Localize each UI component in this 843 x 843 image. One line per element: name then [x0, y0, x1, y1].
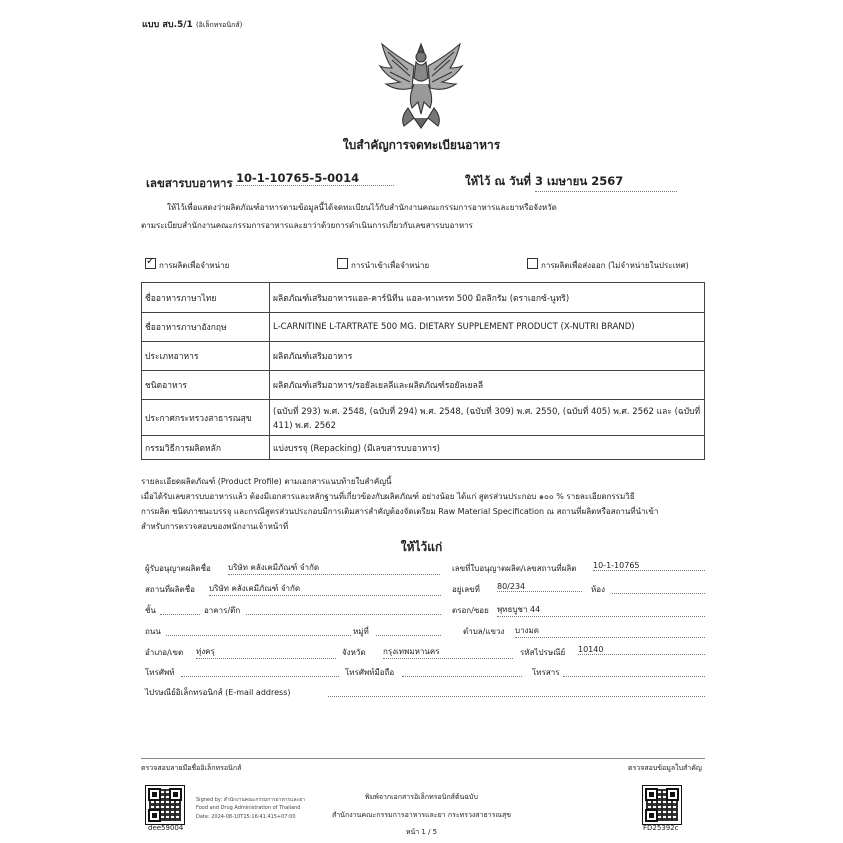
email-value [328, 685, 705, 697]
row-value: ผลิตภัณฑ์เสริมอาหาร/รอยัลเยลลีและผลิตภัณฑ์รอยัลเยลลี [270, 371, 705, 400]
option-export[interactable]: การผลิตเพื่อส่งออก (ไม่จำหน่ายในประเทศ) [527, 258, 689, 272]
license-no-label: เลขที่ใบอนุญาตผลิต/เลขสถานที่ผลิต [452, 564, 577, 573]
certificate-code: FD25392c [643, 824, 679, 832]
fax-value [563, 665, 705, 677]
option-import[interactable]: การนำเข้าเพื่อจำหน่าย [337, 258, 429, 272]
address-no-value: 80/234 [497, 582, 582, 592]
license-no-value: 10-1-10765 [593, 561, 705, 571]
mobile-label: โทรศัพท์มือถือ [345, 668, 395, 677]
district-value: ทุ่งครุ [196, 645, 336, 659]
form-code: แบบ สบ.5/1 (อิเล็กทรอนิกส์) [142, 20, 243, 30]
building-value [246, 603, 441, 615]
note-line-1: รายละเอียดผลิตภัณฑ์ (Product Profile) ตามเอกสารแนบท้ายใบสำคัญนี้ [141, 477, 392, 486]
road-value [166, 624, 351, 636]
moo-label: หมู่ที่ [353, 627, 369, 636]
licensee-label: ผู้รับอนุญาตผลิตชื่อ [145, 564, 211, 573]
postcode-label: รหัสไปรษณีย์ [520, 648, 566, 657]
table-row [142, 436, 705, 460]
reg-no-value: 10-1-10765-5-0014 [236, 171, 394, 186]
fax-label: โทรสาร [532, 668, 560, 677]
row-value: แบ่งบรรจุ (Repacking) (มีเลขสารบบอาหาร) [270, 436, 705, 460]
note-line-3: การผลิต ชนิดภาชนะบรรจุ และกรณีสูตรส่วนประกอบมีการเติมสารสำคัญต้องจัดเตรียม Raw Material Specification ณ สถานที่ผลิตหรือสถานที่นำเข้า [141, 507, 659, 516]
page-number: หน้า 1 / 5 [405, 828, 438, 836]
certificate-qr-code-icon[interactable] [642, 785, 682, 825]
product-info-table [141, 282, 705, 460]
printed-from-note: พิมพ์จากเอกสารอิเล็กทรอนิกส์ต้นฉบับ [365, 793, 478, 801]
email-label: ไปรษณีย์อิเล็กทรอนิกส์ (E-mail address) [145, 688, 291, 697]
page-title: ใบสำคัญการจดทะเบียนอาหาร [342, 138, 501, 152]
subdistrict-value: บางมด [515, 624, 705, 638]
place-label: สถานที่ผลิตชื่อ [145, 585, 195, 594]
row-key: กรรมวิธีการผลิตหลัก [142, 436, 270, 460]
option-manufacture[interactable]: ✓การผลิตเพื่อจำหน่าย [145, 258, 229, 272]
note-line-4: สำหรับการตรวจสอบของพนักงานเจ้าหน้าที่ [141, 522, 289, 531]
row-value: ผลิตภัณฑ์เสริมอาหารแอล-คาร์นิทีน แอล-ทาเทรท 500 มิลลิกรัม (ตราเอกซ์-นูทริ) [270, 283, 705, 313]
place-value: บริษัท คลังเคมีภัณฑ์ จำกัด [209, 582, 441, 596]
note-line-2: เมื่อได้รับเลขสารบบอาหารแล้ว ต้องมีเอกสารและหลักฐานที่เกี่ยวข้องกับผลิตภัณฑ์ อย่างน้อย ได้แก่ สูตรส่วนประกอบ ๑๐๐ % รายละเอียดกรรมวิธี [141, 492, 635, 501]
issue-date: ให้ไว้ ณ วันที่ 3 เมษายน 2567 [465, 173, 677, 192]
moo-value [376, 624, 441, 636]
room-value [612, 582, 705, 594]
alley-label: ตรอก/ซอย [452, 606, 489, 615]
reg-no-label: เลขสารบบอาหาร [146, 176, 233, 190]
road-label: ถนน [145, 627, 161, 636]
postcode-value: 10140 [578, 645, 705, 655]
building-label: อาคาร/ตึก [204, 606, 241, 615]
table-row [142, 283, 705, 313]
signed-date: Date: 2024-08-10T15:16:41.415+07:00 [196, 814, 296, 820]
signature-code: dee59004 [148, 824, 184, 832]
intro-line-2: ตามระเบียบสำนักงานคณะกรรมการอาหารและยาว่าด้วยการดำเนินการเกี่ยวกับเลขสารบบอาหาร [141, 221, 473, 230]
verify-certificate-label: ตรวจสอบข้อมูลใบสำคัญ [628, 764, 702, 772]
table-row [142, 400, 705, 436]
signed-by-org: Food and Drug Administration of Thailand [196, 805, 301, 811]
licensee-value: บริษัท คลังเคมีภัณฑ์ จำกัด [228, 561, 440, 575]
row-key: ชนิดอาหาร [142, 371, 270, 400]
table-row [142, 371, 705, 400]
checkbox-checked-icon[interactable] [145, 258, 156, 269]
signed-by-line: Signed by: สำนักงานคณะกรรมการอาหารและยา [196, 797, 305, 803]
table-row [142, 342, 705, 371]
phone-value [181, 665, 339, 677]
phone-label: โทรศัพท์ [145, 668, 175, 677]
garuda-emblem-icon [378, 38, 464, 130]
checkbox-icon[interactable] [527, 258, 538, 269]
room-label: ห้อง [591, 585, 605, 594]
province-label: จังหวัด [342, 648, 366, 657]
row-key: ชื่ออาหารภาษาอังกฤษ [142, 313, 270, 342]
table-row [142, 313, 705, 342]
row-value: (ฉบับที่ 293) พ.ศ. 2548, (ฉบับที่ 294) พ.ศ. 2548, (ฉบับที่ 309) พ.ศ. 2550, (ฉบับที่ 405) พ.ศ. 2562 และ (ฉบับที่ 411) พ.ศ. 2562 [270, 400, 705, 436]
mobile-value [402, 665, 522, 677]
district-label: อำเภอ/เขต [145, 648, 184, 657]
alley-value: พุทธบูชา 44 [497, 603, 705, 617]
province-value: กรุงเทพมหานคร [383, 645, 513, 659]
subdistrict-label: ตำบล/แขวง [463, 627, 505, 636]
footer-divider [141, 758, 705, 759]
given-to-heading: ให้ไว้แก่ [400, 540, 443, 554]
row-key: ประเภทอาหาร [142, 342, 270, 371]
checkbox-icon[interactable] [337, 258, 348, 269]
row-value: ผลิตภัณฑ์เสริมอาหาร [270, 342, 705, 371]
row-value: L-CARNITINE L-TARTRATE 500 MG. DIETARY SUPPLEMENT PRODUCT (X-NUTRI BRAND) [270, 313, 705, 342]
row-key: ชื่ออาหารภาษาไทย [142, 283, 270, 313]
floor-value [160, 603, 200, 615]
agency-name: สำนักงานคณะกรรมการอาหารและยา กระทรวงสาธารณสุข [331, 811, 512, 819]
address-no-label: อยู่เลขที่ [452, 585, 480, 594]
intro-line-1: ให้ไว้เพื่อแสดงว่าผลิตภัณฑ์อาหารตามข้อมูลนี้ได้จดทะเบียนไว้กับสำนักงานคณะกรรมการอาหารและยาหรือจังหวัด [167, 203, 557, 212]
floor-label: ชั้น [145, 606, 156, 615]
verify-signature-label: ตรวจสอบลายมือชื่ออิเล็กทรอนิกส์ [141, 764, 242, 772]
row-key: ประกาศกระทรวงสาธารณสุข [142, 400, 270, 436]
